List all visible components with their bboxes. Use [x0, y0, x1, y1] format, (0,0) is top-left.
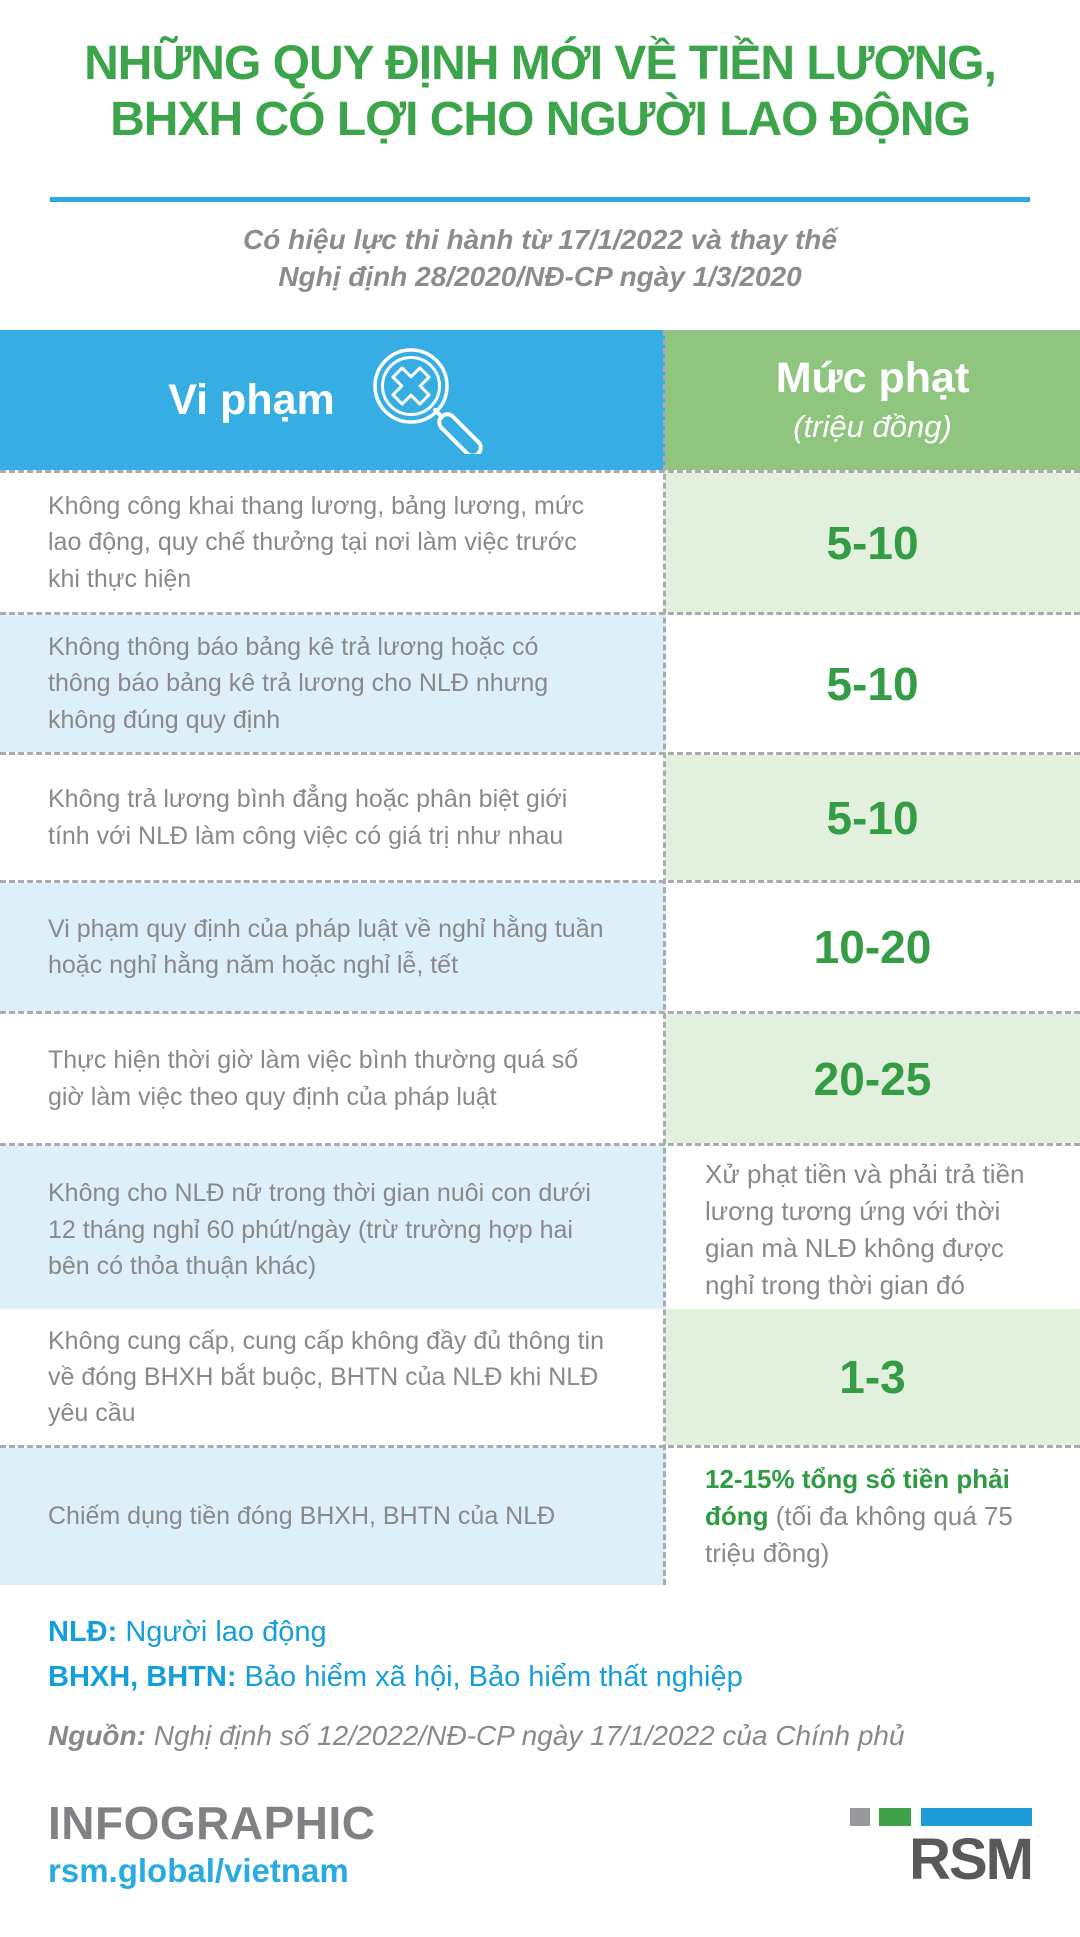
legend-item [48, 1659, 743, 1697]
violation-cell [0, 615, 665, 752]
violation-cell [0, 755, 665, 880]
website-link[interactable]: rsm.global/vietnam [48, 1852, 349, 1889]
penalty-value: 20-25 [813, 1052, 932, 1105]
penalty-cell [665, 1146, 1080, 1314]
logo-gray-block [850, 1808, 870, 1826]
table-row [0, 1306, 1080, 1445]
subtitle-line1: Có hiệu lực thi hành từ 17/1/2022 và thay thế [243, 224, 837, 255]
table-row [0, 1143, 1080, 1306]
violation-text: Không trả lương bình đẳng hoặc phân biệt giới tính với NLĐ làm công việc có giá trị như nhau [48, 785, 568, 850]
penalty-cell [665, 473, 1080, 612]
penalty-cell [665, 615, 1080, 752]
table-header-row [0, 330, 1080, 470]
source-text: Nghị định số 12/2022/NĐ-CP ngày 17/1/2022 của Chính phủ [145, 1720, 905, 1751]
subtitle-line2: Nghị định 28/2020/NĐ-CP ngày 1/3/2020 [278, 261, 802, 293]
page-title [0, 36, 1080, 147]
violation-text: Không cung cấp, cung cấp không đầy đủ thông tin về đóng BHXH bắt buộc, BHTN của NLĐ khi NLĐ yêu cầu [48, 1326, 604, 1428]
page-title-line2: BHXH CÓ LỢI CHO NGƯỜI LAO ĐỘNG [110, 92, 970, 146]
violation-header-label: Vi phạm [168, 375, 335, 424]
penalty-value: 5-10 [826, 516, 919, 569]
logo-blue-block [921, 1808, 1032, 1826]
rsm-wordmark: RSM [909, 1827, 1032, 1892]
table-row [0, 1011, 1080, 1143]
table-row [0, 1445, 1080, 1585]
table-row [0, 752, 1080, 880]
penalty-unit-label: (triệu đồng) [793, 408, 952, 444]
title-divider-line [50, 197, 1030, 202]
penalty-note: (tối đa không quá 75 triệu đồng) [705, 1501, 1013, 1568]
penalty-description [705, 1461, 1054, 1572]
violation-text: Không công khai thang lương, bảng lương, mức lao động, quy chế thưởng tại nơi làm việc trước khi thực hiện [48, 492, 585, 593]
effective-date-subtitle [0, 221, 1080, 295]
legend-abbr: BHXH, BHTN: [48, 1660, 237, 1693]
penalty-description: Xử phạt tiền và phải trả tiền lương tương ứng với thời gian mà NLĐ không được nghỉ trong thời gian đó [705, 1159, 1025, 1300]
penalty-column-header [665, 330, 1080, 470]
penalty-table [0, 330, 1080, 1585]
source-note [48, 1720, 905, 1752]
violation-text: Vi phạm quy định của pháp luật về nghỉ hằng tuần hoặc nghỉ hằng năm hoặc nghỉ lễ, tết [48, 914, 604, 979]
penalty-cell [665, 1448, 1080, 1585]
penalty-value: 1-3 [839, 1351, 906, 1403]
rsm-logo-blocks-icon [842, 1808, 1032, 1826]
table-row [0, 612, 1080, 752]
violation-cell [0, 883, 665, 1011]
infographic-label: INFOGRAPHIC [48, 1797, 376, 1849]
magnifier-x-icon [365, 342, 497, 459]
violation-text: Chiếm dụng tiền đóng BHXH, BHTN của NLĐ [48, 1502, 556, 1531]
rsm-logo [842, 1808, 1032, 1892]
violation-text: Không cho NLĐ nữ trong thời gian nuôi con dưới 12 tháng nghỉ 60 phút/ngày (trừ trường hợp hai bên có thỏa thuận khác) [48, 1179, 591, 1280]
penalty-value: 5-10 [826, 657, 919, 710]
penalty-cell [665, 1014, 1080, 1143]
violation-cell [0, 1309, 665, 1445]
logo-green-block [879, 1808, 911, 1826]
penalty-value: 10-20 [813, 921, 932, 973]
legend-abbr: NLĐ: [48, 1616, 118, 1648]
violation-cell [0, 1146, 665, 1314]
column-divider-dashed [663, 330, 666, 1585]
source-label: Nguồn: [48, 1720, 146, 1751]
violation-column-header [0, 330, 665, 470]
penalty-highlight: 12-15% tổng số tiền phải đóng [705, 1464, 1010, 1532]
penalty-header-label: Mức phạt [775, 354, 970, 403]
legend-meaning: Người lao động [117, 1616, 327, 1648]
legend-meaning: Bảo hiểm xã hội, Bảo hiểm thất nghiệp [236, 1660, 743, 1693]
violation-cell [0, 1448, 665, 1585]
legend-item [48, 1614, 743, 1652]
table-row [0, 880, 1080, 1011]
page-title-line1: NHỮNG QUY ĐỊNH MỚI VỀ TIỀN LƯƠNG, [84, 37, 996, 90]
table-row [0, 470, 1080, 612]
penalty-value: 5-10 [826, 791, 919, 844]
violation-text: Thực hiện thời giờ làm việc bình thường quá số giờ làm việc theo quy định của pháp luật [48, 1046, 579, 1111]
abbreviation-legend [48, 1614, 743, 1704]
violation-cell [0, 473, 665, 612]
violation-cell [0, 1014, 665, 1143]
penalty-cell [665, 1309, 1080, 1445]
violation-text: Không thông báo bảng kê trả lương hoặc có thông báo bảng kê trả lương cho NLĐ nhưng không đúng quy định [48, 633, 549, 734]
penalty-cell [665, 883, 1080, 1011]
penalty-cell [665, 755, 1080, 880]
